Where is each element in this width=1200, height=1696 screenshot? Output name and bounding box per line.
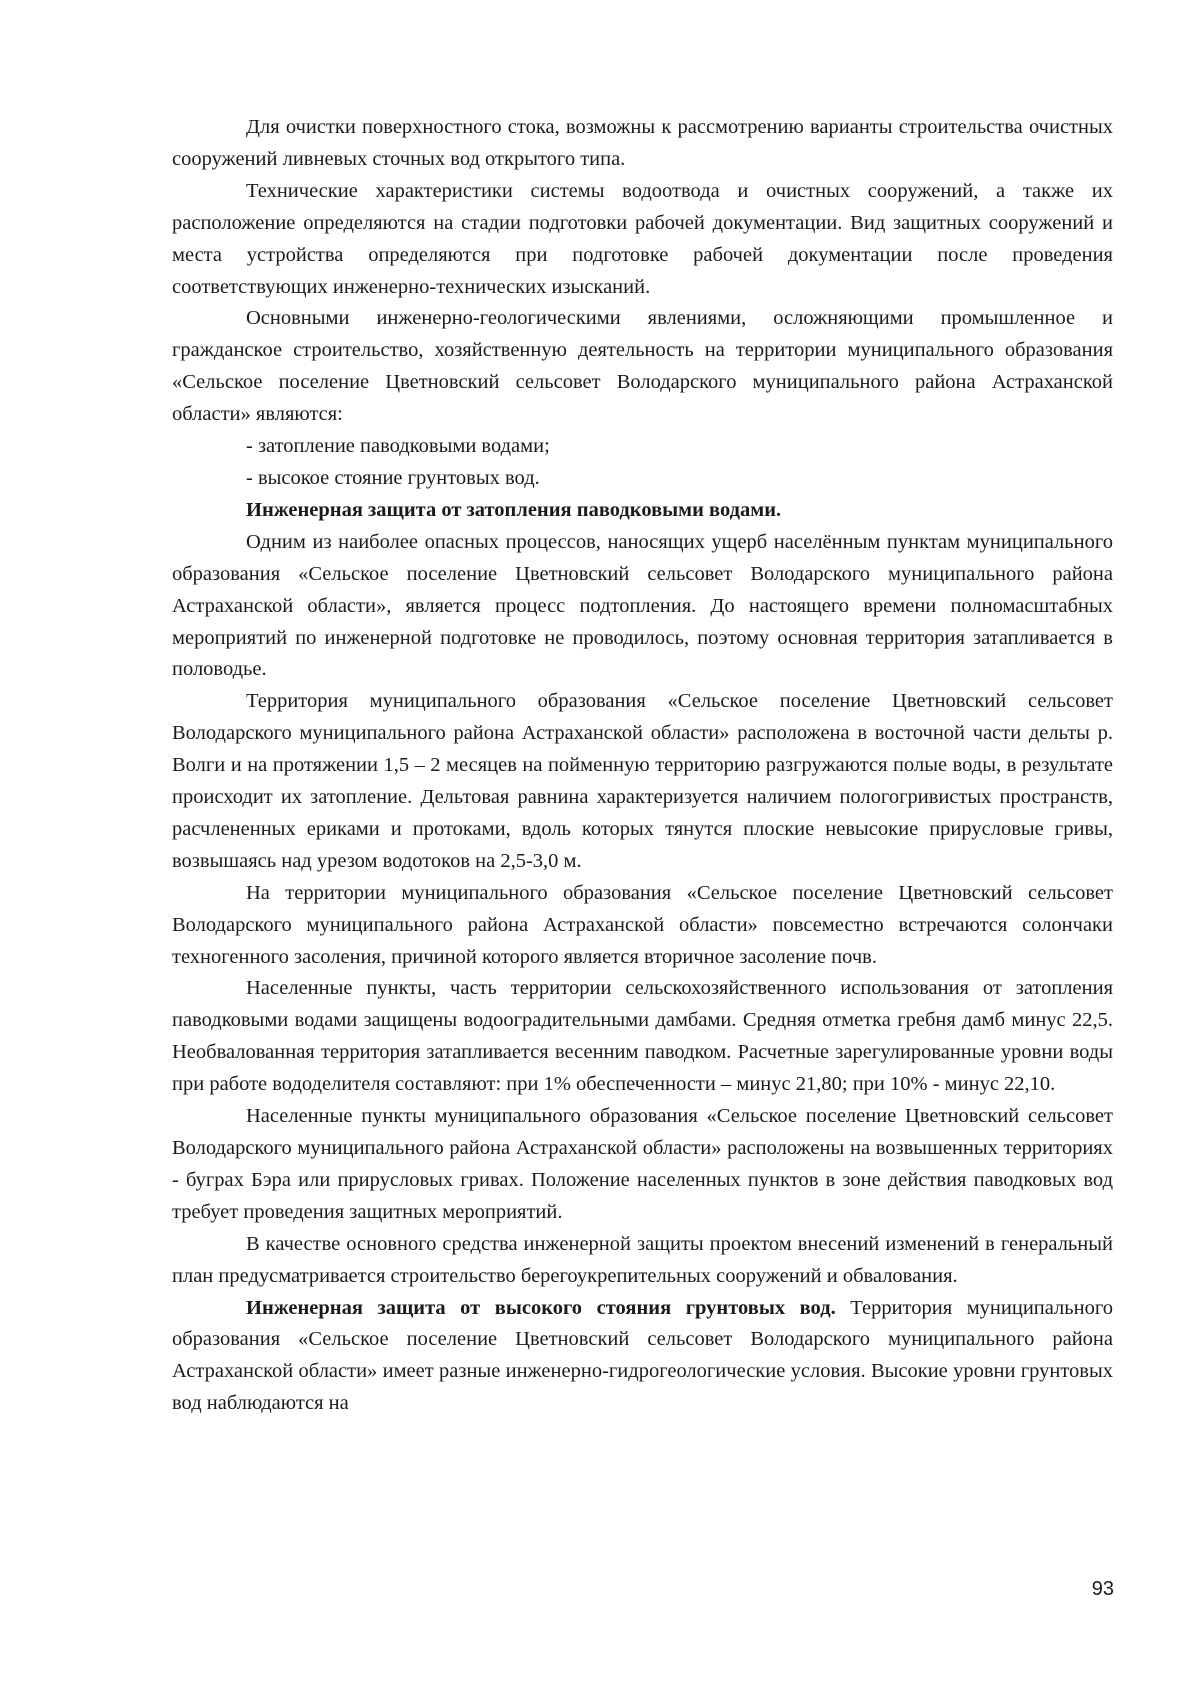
list-item-flooding: - затопление паводковыми водами; xyxy=(246,435,550,458)
paragraph-settlements: Населенные пункты муниципального образования «Сельское поселение Цветновский сельсовет Володарского муниципального района Астраханской области» расположены на возвышенных территориях - буграх Бэра или прирусловых гривах. Положение населенных пунктов в зоне действия паводковых вод требует проведения защитных мероприятий. xyxy=(172,1105,1113,1223)
paragraph-technical-specs: Технические характеристики системы водоотвода и очистных сооружений, а также их расположение определяются на стадии подготовки рабочей документации. Вид защитных сооружений и места устройства определяются при подготовке рабочей документации после проведения соответствующих инженерно-технических изысканий. xyxy=(172,179,1113,298)
paragraph-flood-hazard: Одним из наиболее опасных процессов, наносящих ущерб населённым пунктам муниципального образования «Сельское поселение Цветновский сельсовет Володарского муниципального района Астраханской области», является процесс подтопления. До настоящего времени полномасштабных мероприятий по инженерной подготовке не проводилось, поэтому основная территория затапливается в половодье. xyxy=(172,530,1113,681)
heading-flood-protection: Инженерная защита от затопления паводковыми водами. xyxy=(246,498,782,521)
paragraph-volga-delta: Территория муниципального образования «Сельское поселение Цветновский сельсовет Володарского муниципального района Астраханской области» расположена в восточной части дельты р. Волги и на протяжении 1,5 – 2 месяцев на пойменную территорию разгружаются полые воды, в результате происходит их затопление. Дельтовая равнина характеризуется наличием пологогривистых пространств, расчлененных ериками и протоками, вдоль которых тянутся плоские невысокие прирусловые гривы, возвышаясь над урезом водотоков на 2,5-3,0 м. xyxy=(172,690,1113,872)
paragraph-geological-phenomena: Основными инженерно-геологическими явлениями, осложняющими промышленное и гражданское строительство, хозяйственную деятельность на территории муниципального образования «Сельское поселение Цветновский сельсовет Володарского муниципального района Астраханской области» являются: xyxy=(172,307,1113,426)
list-item-groundwater: - высокое стояние грунтовых вод. xyxy=(246,466,540,489)
groundwater-text: Территория муниципального образования «Сельское поселение Цветновский сельсовет Володарского муниципального района Астраханской области» имеет разные инженерно-гидрогеологические условия. Высокие уровни грунтовых вод наблюдаются на xyxy=(172,1296,1113,1415)
paragraph-groundwater xyxy=(172,1293,1113,1421)
paragraph-protection-measures: В качестве основного средства инженерной защиты проектом внесений изменений в генеральный план предусматривается строительство берегоукрепительных сооружений и обвалования. xyxy=(172,1232,1113,1287)
paragraph-salinization: На территории муниципального образования «Сельское поселение Цветновский сельсовет Володарского муниципального района Астраханской области» повсеместно встречаются солончаки техногенного засоления, причиной которого является вторичное засоление почв. xyxy=(172,881,1113,968)
paragraph-dams: Населенные пункты, часть территории сельскохозяйственного использования от затопления паводковыми водами защищены водооградительными дамбами. Средняя отметка гребня дамб минус 22,5. Необвалованная территория затапливается весенним паводком. Расчетные зарегулированные уровни воды при работе вододелителя составляют: при 1% обеспеченности – минус 21,80; при 10% - минус 22,10. xyxy=(172,977,1113,1096)
page-number: 93 xyxy=(1091,1578,1114,1600)
heading-groundwater-protection: Инженерная защита от высокого стояния грунтовых вод. xyxy=(246,1296,836,1319)
page-body xyxy=(172,112,1113,1420)
paragraph-surface-runoff: Для очистки поверхностного стока, возможны к рассмотрению варианты строительства очистных сооружений ливневых сточных вод открытого типа. xyxy=(172,116,1113,170)
